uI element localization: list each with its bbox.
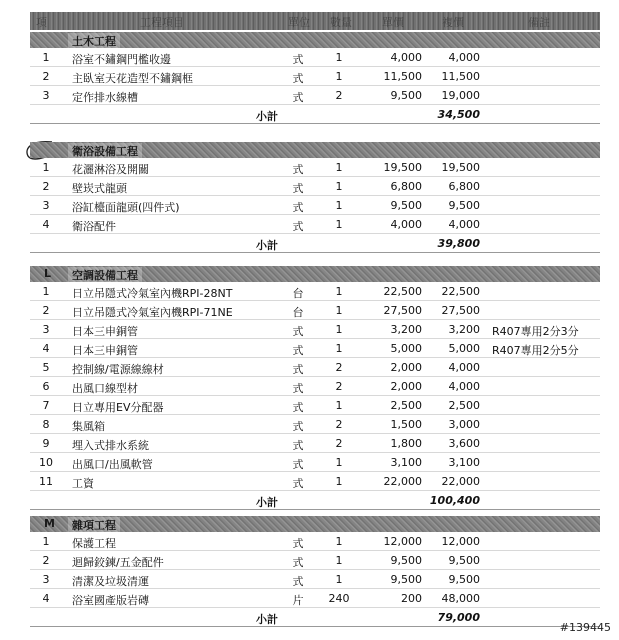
table-row xyxy=(30,396,600,415)
row-price: 3,200 xyxy=(390,323,422,336)
row-item: 定作排水線槽 xyxy=(72,91,138,104)
row-item: 工資 xyxy=(72,477,94,490)
row-qty: 2 xyxy=(335,380,343,393)
table-row xyxy=(30,86,600,105)
row-price: 1,800 xyxy=(390,437,422,450)
row-price: 3,100 xyxy=(390,456,422,469)
row-qty: 2 xyxy=(335,361,343,374)
table-row xyxy=(30,215,600,234)
row-number: 3 xyxy=(42,89,50,102)
row-unit: 式 xyxy=(292,201,304,214)
row-qty: 1 xyxy=(335,456,343,469)
row-number: 3 xyxy=(42,199,50,212)
row-unit: 式 xyxy=(292,401,304,414)
row-qty: 1 xyxy=(335,399,343,412)
row-item: 保護工程 xyxy=(72,537,116,550)
subtotal-label: 小計 xyxy=(256,110,278,123)
table-row xyxy=(30,177,600,196)
table-row xyxy=(30,551,600,570)
row-unit: 式 xyxy=(292,537,304,550)
row-total: 27,500 xyxy=(441,304,480,317)
table-row xyxy=(30,472,600,491)
row-unit: 式 xyxy=(292,53,304,66)
row-qty: 1 xyxy=(335,475,343,488)
row-total: 48,000 xyxy=(441,592,480,605)
row-unit: 式 xyxy=(292,163,304,176)
row-total: 19,500 xyxy=(441,161,480,174)
header-col-note: 備註 xyxy=(528,16,550,29)
row-price: 19,500 xyxy=(383,161,422,174)
table-row xyxy=(30,532,600,551)
subtotal-row xyxy=(30,491,600,510)
row-price: 9,500 xyxy=(390,89,422,102)
row-number: 4 xyxy=(42,592,50,605)
row-unit: 式 xyxy=(292,439,304,452)
section-number: M xyxy=(44,517,55,530)
header-col-qty: 數量 xyxy=(330,16,352,29)
row-total: 4,000 xyxy=(448,218,480,231)
table-row xyxy=(30,320,600,339)
row-qty: 2 xyxy=(335,89,343,102)
row-qty: 2 xyxy=(335,418,343,431)
subtotal-row xyxy=(30,234,600,253)
row-total: 3,100 xyxy=(448,456,480,469)
row-item: 花灑淋浴及開關 xyxy=(72,163,149,176)
row-unit: 式 xyxy=(292,344,304,357)
row-total: 9,500 xyxy=(448,573,480,586)
subtotal-value: 34,500 xyxy=(437,108,480,121)
row-qty: 1 xyxy=(335,285,343,298)
row-price: 4,000 xyxy=(390,51,422,64)
subtotal-label: 小計 xyxy=(256,239,278,252)
row-item: 浴缸檯面龍頭(四件式) xyxy=(72,201,180,214)
header-col-no: 項 xyxy=(36,16,47,29)
subtotal-value: 100,400 xyxy=(429,494,480,507)
row-number: 8 xyxy=(42,418,50,431)
header-col-item: 工程項目 xyxy=(140,16,184,29)
row-number: 5 xyxy=(42,361,50,374)
row-total: 4,000 xyxy=(448,361,480,374)
section-misc xyxy=(30,516,600,627)
table-row xyxy=(30,434,600,453)
header-col-unit: 單位 xyxy=(288,16,310,29)
row-price: 12,000 xyxy=(383,535,422,548)
row-number: 3 xyxy=(42,573,50,586)
subtotal-label: 小計 xyxy=(256,613,278,626)
row-price: 11,500 xyxy=(383,70,422,83)
row-qty: 1 xyxy=(335,304,343,317)
row-total: 9,500 xyxy=(448,554,480,567)
row-item: 集風箱 xyxy=(72,420,105,433)
section-title: 雜項工程 xyxy=(68,517,120,533)
row-total: 3,600 xyxy=(448,437,480,450)
row-number: 2 xyxy=(42,304,50,317)
row-number: 2 xyxy=(42,554,50,567)
section-header xyxy=(30,516,600,532)
row-note: R407專用2分5分 xyxy=(492,344,579,357)
row-number: 2 xyxy=(42,180,50,193)
row-total: 6,800 xyxy=(448,180,480,193)
row-number: 2 xyxy=(42,70,50,83)
row-total: 22,000 xyxy=(441,475,480,488)
section-number: L xyxy=(44,267,52,280)
table-row xyxy=(30,589,600,608)
row-unit: 片 xyxy=(292,594,304,607)
table-row xyxy=(30,453,600,472)
row-unit: 式 xyxy=(292,72,304,85)
row-note: R407專用2分3分 xyxy=(492,325,579,338)
row-qty: 1 xyxy=(335,180,343,193)
row-unit: 式 xyxy=(292,325,304,338)
row-qty: 1 xyxy=(335,218,343,231)
row-qty: 240 xyxy=(328,592,350,605)
row-number: 10 xyxy=(39,456,53,469)
row-unit: 台 xyxy=(292,287,304,300)
table-row xyxy=(30,377,600,396)
row-qty: 1 xyxy=(335,70,343,83)
table-row xyxy=(30,301,600,320)
section-header xyxy=(30,142,600,158)
table-row xyxy=(30,158,600,177)
row-number: 4 xyxy=(42,342,50,355)
row-item: 主臥室天花造型不鏽鋼框 xyxy=(72,72,193,85)
row-total: 19,000 xyxy=(441,89,480,102)
row-unit: 式 xyxy=(292,575,304,588)
section-header xyxy=(30,32,600,48)
table-row xyxy=(30,358,600,377)
row-total: 3,000 xyxy=(448,418,480,431)
row-number: 11 xyxy=(39,475,53,488)
row-price: 6,800 xyxy=(390,180,422,193)
row-unit: 式 xyxy=(292,458,304,471)
subtotal-value: 39,800 xyxy=(437,237,480,250)
row-item: 迴歸鉸鍊/五金配件 xyxy=(72,556,164,569)
row-item: 日立專用EV分配器 xyxy=(72,401,164,414)
row-qty: 1 xyxy=(335,199,343,212)
row-qty: 1 xyxy=(335,323,343,336)
row-qty: 1 xyxy=(335,51,343,64)
subtotal-row xyxy=(30,608,600,627)
table-row xyxy=(30,339,600,358)
section-air-conditioning xyxy=(30,266,600,510)
section-bathroom xyxy=(30,142,600,253)
row-item: 埋入式排水系統 xyxy=(72,439,149,452)
row-unit: 台 xyxy=(292,306,304,319)
row-price: 27,500 xyxy=(383,304,422,317)
row-qty: 1 xyxy=(335,554,343,567)
row-total: 2,500 xyxy=(448,399,480,412)
row-total: 11,500 xyxy=(441,70,480,83)
table-row xyxy=(30,48,600,67)
row-item: 出風口線型材 xyxy=(72,382,138,395)
row-item: 清潔及垃圾清運 xyxy=(72,575,149,588)
row-qty: 2 xyxy=(335,437,343,450)
row-item: 控制線/電源線線材 xyxy=(72,363,164,376)
row-unit: 式 xyxy=(292,220,304,233)
row-price: 4,000 xyxy=(390,218,422,231)
row-price: 2,000 xyxy=(390,380,422,393)
row-number: 1 xyxy=(42,535,50,548)
row-item: 日立吊隱式冷氣室內機RPI-71NE xyxy=(72,306,233,319)
row-number: 4 xyxy=(42,218,50,231)
row-price: 1,500 xyxy=(390,418,422,431)
row-qty: 1 xyxy=(335,342,343,355)
row-item: 浴室不鏽鋼門檻收邊 xyxy=(72,53,171,66)
row-price: 2,000 xyxy=(390,361,422,374)
row-price: 5,000 xyxy=(390,342,422,355)
row-unit: 式 xyxy=(292,363,304,376)
row-unit: 式 xyxy=(292,420,304,433)
row-number: 3 xyxy=(42,323,50,336)
row-unit: 式 xyxy=(292,382,304,395)
row-item: 衛浴配件 xyxy=(72,220,116,233)
table-row xyxy=(30,67,600,86)
row-price: 2,500 xyxy=(390,399,422,412)
header-col-total: 複價 xyxy=(442,16,464,29)
row-price: 9,500 xyxy=(390,199,422,212)
row-total: 22,500 xyxy=(441,285,480,298)
table-row xyxy=(30,570,600,589)
document-id: #139445 xyxy=(559,621,611,634)
row-number: 1 xyxy=(42,285,50,298)
row-price: 22,000 xyxy=(383,475,422,488)
row-qty: 1 xyxy=(335,535,343,548)
row-total: 12,000 xyxy=(441,535,480,548)
row-number: 9 xyxy=(42,437,50,450)
row-item: 壁崁式龍頭 xyxy=(72,182,127,195)
row-price: 9,500 xyxy=(390,573,422,586)
row-item: 日立吊隱式冷氣室內機RPI-28NT xyxy=(72,287,233,300)
row-item: 日本三申銅管 xyxy=(72,344,138,357)
table-row xyxy=(30,415,600,434)
row-price: 9,500 xyxy=(390,554,422,567)
row-number: 1 xyxy=(42,51,50,64)
row-item: 浴室國產版岩磚 xyxy=(72,594,149,607)
table-row xyxy=(30,282,600,301)
row-price: 22,500 xyxy=(383,285,422,298)
row-qty: 1 xyxy=(335,161,343,174)
row-unit: 式 xyxy=(292,477,304,490)
row-qty: 1 xyxy=(335,573,343,586)
row-total: 9,500 xyxy=(448,199,480,212)
row-total: 4,000 xyxy=(448,51,480,64)
row-number: 1 xyxy=(42,161,50,174)
subtotal-row xyxy=(30,105,600,124)
table-header-bar xyxy=(30,12,600,30)
row-number: 6 xyxy=(42,380,50,393)
subtotal-value: 79,000 xyxy=(437,611,480,624)
section-title: 空調設備工程 xyxy=(68,267,142,283)
header-col-price: 單價 xyxy=(382,16,404,29)
row-price: 200 xyxy=(401,592,422,605)
row-unit: 式 xyxy=(292,91,304,104)
row-total: 5,000 xyxy=(448,342,480,355)
section-header xyxy=(30,266,600,282)
row-item: 出風口/出風軟管 xyxy=(72,458,153,471)
row-number: 7 xyxy=(42,399,50,412)
row-unit: 式 xyxy=(292,182,304,195)
row-unit: 式 xyxy=(292,556,304,569)
section-civil xyxy=(30,32,600,124)
row-total: 3,200 xyxy=(448,323,480,336)
row-item: 日本三申銅管 xyxy=(72,325,138,338)
section-title: 衛浴設備工程 xyxy=(68,143,142,159)
table-row xyxy=(30,196,600,215)
section-title: 土木工程 xyxy=(68,33,120,49)
subtotal-label: 小計 xyxy=(256,496,278,509)
row-total: 4,000 xyxy=(448,380,480,393)
